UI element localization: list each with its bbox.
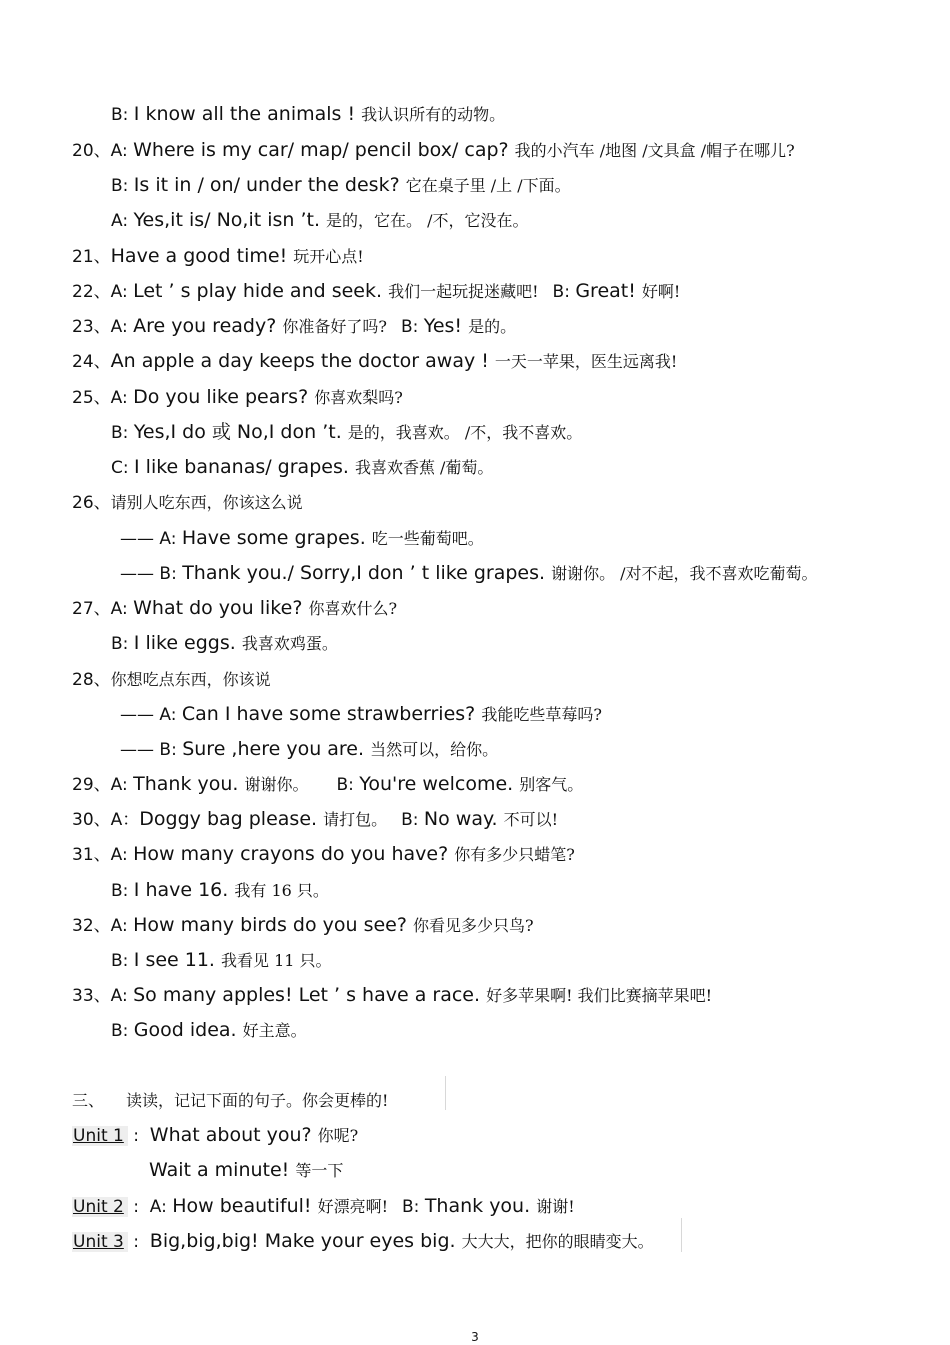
divider [681,1218,682,1252]
speaker-label: A: [110,599,134,619]
chinese-translation: 别客气。 [519,775,584,794]
sentence-line [72,279,680,304]
sentence-line [120,737,498,762]
chinese-translation: 请别人吃东西，你该这么说 [110,493,303,512]
chinese-translation: 好漂亮啊! [317,1197,389,1216]
english-text: Thank you. [424,1195,537,1217]
unit-row [72,1194,575,1219]
speaker-label: A: [111,211,134,231]
section-label: 三、 [72,1091,105,1110]
english-text: How many birds do you see? [133,914,413,936]
english-text: Thank you./ Sorry,I don ’ t like grapes. [182,562,552,584]
chinese-translation: 当然可以，给你。 [370,740,499,759]
speaker-label: B: [111,176,134,196]
english-text: Yes,I do 或 No,I don ’t. [133,421,348,443]
chinese-translation: 等一下 [295,1161,344,1180]
chinese-translation: 我有 16 只。 [234,881,329,900]
sentence-line [72,490,303,515]
sentence-line [120,702,602,727]
speaker-label: A: [110,986,134,1006]
speaker-label: B: [111,634,134,654]
chinese-translation: 你喜欢梨吗? [314,388,403,407]
chinese-translation: 我们一起玩捉迷藏吧! [388,282,539,301]
chinese-translation: 你喜欢什么? [308,599,398,618]
sentence-line [72,807,558,832]
item-number: 31、 [72,845,111,865]
english-text: Are you ready? [133,315,283,337]
chinese-translation: 好主意。 [242,1021,307,1040]
sentence-line [72,385,403,410]
speaker-label: A: [159,705,182,725]
sentence-line [111,208,529,233]
speaker-label: A: [110,775,134,795]
sentence-line [111,878,329,903]
speaker-label: B: [159,564,183,584]
english-text: I like eggs. [133,632,242,654]
chinese-translation: 我看见 11 只。 [221,951,332,970]
speaker-label: —— [120,740,160,760]
item-number: 20、 [72,141,111,161]
chinese-translation: 谢谢你。 /对不起，我不喜欢吃葡萄。 [551,564,818,583]
english-text: Thank you. [133,773,245,795]
sentence-line [111,173,571,198]
speaker-label: C: [111,458,135,478]
english-text: I see 11. [133,949,222,971]
chinese-translation: 它在桌子里 /上 /下面。 [405,176,571,195]
speaker-label: B: [111,105,134,125]
item-number: 26、 [72,493,111,513]
divider [445,1076,446,1110]
english-text: Wait a minute! [149,1159,296,1181]
english-text: Yes! [423,315,469,337]
separator: : [127,1126,150,1146]
speaker-label: A: [110,916,134,936]
english-text: Big,big,big! Make your eyes big. [149,1230,462,1252]
section-title: 读读，记记下面的句子。你会更棒的! [126,1091,389,1110]
english-text: Great! [575,280,642,302]
speaker-label: B: [111,881,134,901]
english-text: Is it in / on/ under the desk? [133,174,406,196]
chinese-translation: 谢谢你。 [244,775,309,794]
speaker-label: A: [149,1197,173,1217]
sentence-line [111,948,332,973]
english-text: Good idea. [133,1019,243,1041]
speaker-label: —— [120,564,160,584]
chinese-translation: 我的小汽车 /地图 /文具盒 /帽子在哪儿? [514,141,795,160]
english-text: How many crayons do you have? [133,843,455,865]
sentence-line [111,455,493,480]
separator: : [127,1197,150,1217]
unit-row [72,1229,654,1254]
english-text: What do you like? [133,597,309,619]
english-text: I like bananas/ grapes. [134,456,355,478]
chinese-translation: 我能吃些草莓吗? [481,705,602,724]
item-number: 30、 [72,810,111,830]
english-text: No way. [423,808,504,830]
chinese-translation: 我喜欢香蕉 /葡萄。 [354,458,494,477]
speaker-label: A: [110,141,134,161]
sentence-line [111,420,582,445]
item-number: 23、 [72,317,111,337]
speaker-label: A: [110,317,134,337]
chinese-translation: 好啊! [641,282,681,301]
sentence-line [72,983,712,1008]
speaker-label: B: [336,775,360,795]
chinese-translation: 一天一苹果，医生远离我! [494,352,678,371]
english-text: Can I have some strawberries? [181,703,482,725]
chinese-translation: 请打包。 [323,810,388,829]
item-number: 32、 [72,916,111,936]
chinese-translation: 你呢? [317,1126,359,1145]
item-number: 25、 [72,388,111,408]
english-text: Sure ,here you are. [182,738,371,760]
sentence-line [120,526,484,551]
speaker-label: B: [111,423,134,443]
speaker-label: B: [402,1197,425,1217]
speaker-label: A: [110,282,134,302]
item-number: 33、 [72,986,111,1006]
sentence-line [72,314,516,339]
item-number: 29、 [72,775,111,795]
chinese-translation: 你想吃点东西，你该说 [110,670,271,689]
item-number: 21、 [72,247,111,267]
english-text: Where is my car/ map/ pencil box/ cap? [133,139,515,161]
speaker-label: B: [552,282,576,302]
speaker-label: B: [111,951,134,971]
sentence-line [72,244,364,269]
chinese-translation: 谢谢! [536,1197,575,1216]
chinese-translation: 你有多少只蜡笔? [454,845,575,864]
sentence-line [72,913,534,938]
section-header [72,1088,388,1113]
chinese-translation: 你准备好了吗? [282,317,387,336]
unit-label: Unit 2 [72,1197,128,1217]
sentence-line [111,102,505,127]
english-text: What about you? [149,1124,318,1146]
item-number: 28、 [72,670,111,690]
speaker-label: B: [159,740,183,760]
speaker-label: A： [110,810,140,830]
chinese-translation: 好多苹果啊! 我们比赛摘苹果吧! [486,986,713,1005]
sentence-line [120,561,818,586]
speaker-label: B: [401,810,424,830]
unit-row [149,1158,343,1183]
english-text: So many apples! Let ’ s have a race. [133,984,487,1006]
item-number: 24、 [72,352,111,372]
chinese-translation: 你看见多少只鸟? [412,916,534,935]
unit-label: Unit 1 [72,1126,128,1146]
item-number: 27、 [72,599,111,619]
sentence-line [72,772,583,797]
chinese-translation: 我认识所有的动物。 [361,105,506,124]
page-number: 3 [471,1330,479,1344]
english-text: An apple a day keeps the doctor away ! [110,350,495,372]
english-text: Let ’ s play hide and seek. [133,280,389,302]
chinese-translation: 我喜欢鸡蛋。 [241,634,338,653]
english-text: Have some grapes. [181,527,372,549]
chinese-translation: 吃一些葡萄吧。 [371,529,484,548]
speaker-label: A: [159,529,182,549]
sentence-line [111,1018,307,1043]
english-text: Doggy bag please. [139,808,324,830]
english-text: How beautiful! [172,1195,318,1217]
sentence-line [72,842,575,867]
speaker-label: A: [110,388,134,408]
sentence-line [72,667,271,692]
speaker-label: B: [400,317,424,337]
english-text: You're welcome. [359,773,520,795]
unit-label: Unit 3 [72,1232,128,1252]
sentence-line [72,138,795,163]
chinese-translation: 不可以! [503,810,559,829]
sentence-line [72,596,397,621]
chinese-translation: 大大大，把你的眼睛变大。 [461,1232,654,1251]
sentence-line [111,631,338,656]
english-text: I know all the animals ! [133,103,362,125]
item-number: 22、 [72,282,111,302]
speaker-label: A: [110,845,134,865]
chinese-translation: 玩开心点! [293,247,364,266]
separator: : [127,1232,150,1252]
sentence-line [72,349,677,374]
chinese-translation: 是的，我喜欢。 /不，我不喜欢。 [347,423,583,442]
english-text: I have 16. [133,879,235,901]
english-text: Do you like pears? [133,386,315,408]
chinese-translation: 是的。 [468,317,517,336]
speaker-label: —— [120,529,160,549]
speaker-label: B: [111,1021,134,1041]
unit-row [72,1123,358,1148]
chinese-translation: 是的，它在。 /不，它没在。 [326,211,529,230]
speaker-label: —— [120,705,160,725]
english-text: Yes,it is/ No,it isn ’t. [133,209,327,231]
english-text: Have a good time! [110,245,294,267]
